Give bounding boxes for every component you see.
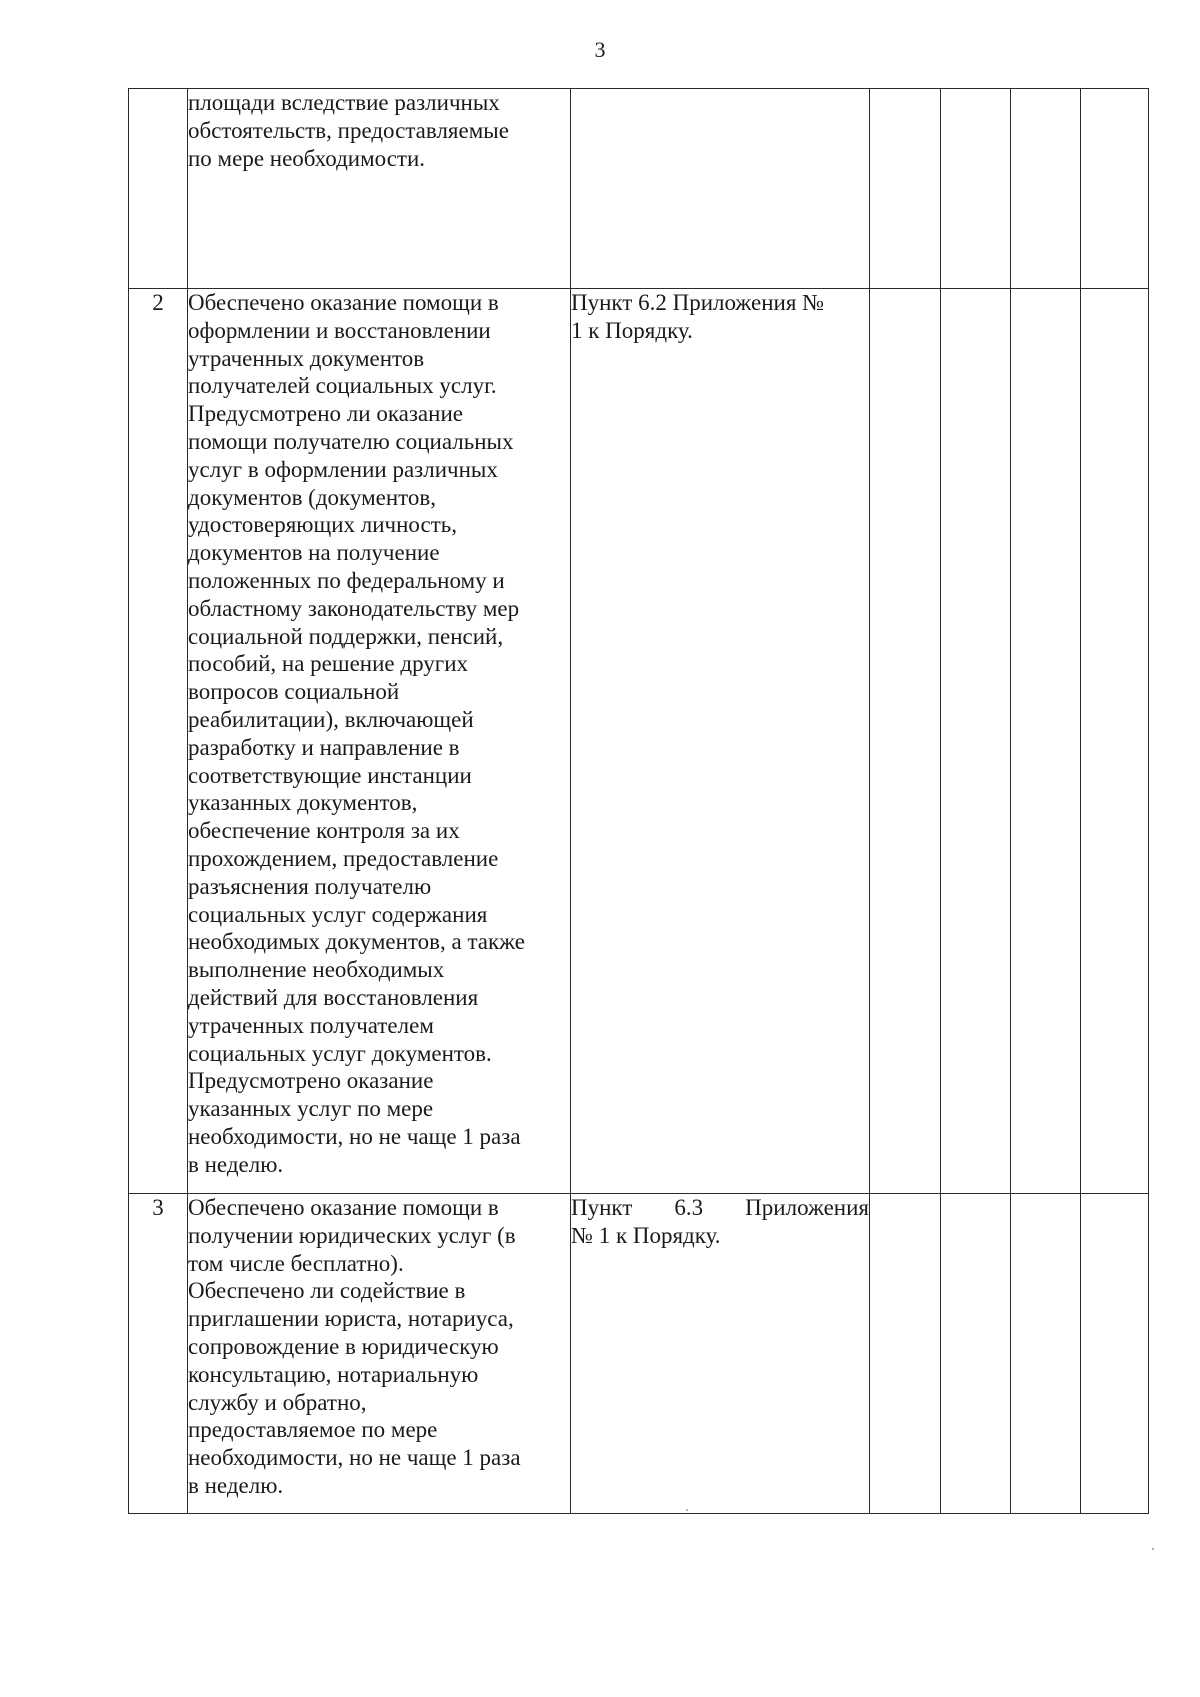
reference-text-line: № 1 к Порядку. xyxy=(571,1222,721,1248)
criterion-text-line: Обеспечено оказание помощи в xyxy=(188,1195,499,1220)
criterion-text-line: областному законодательству мер xyxy=(188,595,520,621)
score-cell xyxy=(870,89,941,289)
reference-cell xyxy=(571,1194,870,1514)
criterion-text-line: утраченных документов xyxy=(188,345,425,371)
table-row xyxy=(129,289,1149,1194)
checklist-table xyxy=(128,88,1149,1514)
table-row xyxy=(129,1194,1149,1514)
criterion-text-line: разъяснения получателю xyxy=(188,873,432,899)
score-cell xyxy=(1081,89,1149,289)
criterion-text-line: оформлении и восстановлении xyxy=(188,317,491,343)
criterion-text-line: услуг в оформлении различных xyxy=(188,456,498,482)
score-cell xyxy=(1081,289,1149,1194)
criterion-text-line: социальной поддержки, пенсий, xyxy=(188,623,504,649)
criterion-text-line: вопросов социальной xyxy=(188,679,400,705)
row-number-cell xyxy=(129,89,188,289)
reference-text-line: Пункт 6.2 Приложения № xyxy=(571,290,825,315)
criterion-text-line: обстоятельств, предоставляемые xyxy=(188,117,509,143)
criterion-text-line: разработку и направление в xyxy=(188,734,460,760)
criterion-text-line: Предусмотрено оказание xyxy=(188,1068,434,1094)
reference-cell xyxy=(571,289,870,1194)
score-cell xyxy=(1011,89,1081,289)
criterion-text-line: сопровождение в юридическую xyxy=(188,1333,499,1359)
criterion-text-line: прохождением, предоставление xyxy=(188,845,499,871)
score-cell xyxy=(941,289,1011,1194)
criterion-text-line: пособий, на решение других xyxy=(188,651,469,677)
criterion-text-line: получении юридических услуг (в xyxy=(188,1222,516,1248)
criterion-text-line: в неделю. xyxy=(188,1151,284,1177)
score-cell xyxy=(870,1194,941,1514)
criterion-text-line: площади вследствие различных xyxy=(188,90,500,115)
criterion-text-line: Обеспечено оказание помощи в xyxy=(188,290,499,315)
criterion-text-line: консультацию, нотариальную xyxy=(188,1361,479,1387)
criterion-text-line: том числе бесплатно). xyxy=(188,1250,404,1276)
criterion-cell xyxy=(188,289,571,1194)
score-cell xyxy=(1081,1194,1149,1514)
criterion-text-line: документов (документов, xyxy=(188,484,437,510)
criterion-text-line: указанных услуг по мере xyxy=(188,1096,434,1122)
criterion-text-line: необходимости, но не чаще 1 раза xyxy=(188,1445,521,1471)
criterion-text-line: документов на получение xyxy=(188,540,440,566)
criterion-text-line: утраченных получателем xyxy=(188,1012,434,1038)
criterion-text-line: приглашении юриста, нотариуса, xyxy=(188,1306,514,1332)
score-cell xyxy=(941,1194,1011,1514)
score-cell xyxy=(870,289,941,1194)
table-body xyxy=(129,89,1149,1514)
criterion-text-line: указанных документов, xyxy=(188,790,418,816)
scan-speck xyxy=(1152,1548,1154,1550)
criterion-text-line: Обеспечено ли содействие в xyxy=(188,1278,466,1304)
criterion-text-line: Предусмотрено ли оказание xyxy=(188,401,463,427)
criterion-text-line: службу и обратно, xyxy=(188,1389,367,1415)
criterion-text-line: удостоверяющих личность, xyxy=(188,512,457,538)
criterion-text-line: реабилитации), включающей xyxy=(188,706,474,732)
scan-speck xyxy=(686,1509,688,1511)
criterion-text-line: социальных услуг содержания xyxy=(188,901,488,927)
criterion-text-line: социальных услуг документов. xyxy=(188,1040,492,1066)
reference-cell xyxy=(571,89,870,289)
criterion-text-line: соответствующие инстанции xyxy=(188,762,472,788)
criterion-text-line: действий для восстановления xyxy=(188,984,479,1010)
criterion-text-line: по мере необходимости. xyxy=(188,145,426,171)
criterion-text-line: предоставляемое по мере xyxy=(188,1417,438,1443)
reference-text-line: 1 к Порядку. xyxy=(571,317,693,343)
score-cell xyxy=(941,89,1011,289)
row-number-cell: 3 xyxy=(129,1194,188,1514)
row-number-cell: 2 xyxy=(129,289,188,1194)
criterion-cell xyxy=(188,1194,571,1514)
criterion-text-line: выполнение необходимых xyxy=(188,957,445,983)
score-cell xyxy=(1011,289,1081,1194)
criterion-text-line: обеспечение контроля за их xyxy=(188,818,460,844)
criterion-text-line: положенных по федеральному и xyxy=(188,567,505,593)
criterion-text-line: получателей социальных услуг. xyxy=(188,373,497,399)
reference-text-line: Пункт 6.3 Приложения xyxy=(571,1195,869,1220)
table-row xyxy=(129,89,1149,289)
criterion-text-line: помощи получателю социальных xyxy=(188,428,514,454)
score-cell xyxy=(1011,1194,1081,1514)
criterion-text-line: необходимости, но не чаще 1 раза xyxy=(188,1123,521,1149)
page-number: 3 xyxy=(594,37,606,62)
criterion-text-line: в неделю. xyxy=(188,1472,284,1498)
criterion-text-line: необходимых документов, а также xyxy=(188,929,525,955)
criterion-cell xyxy=(188,89,571,289)
